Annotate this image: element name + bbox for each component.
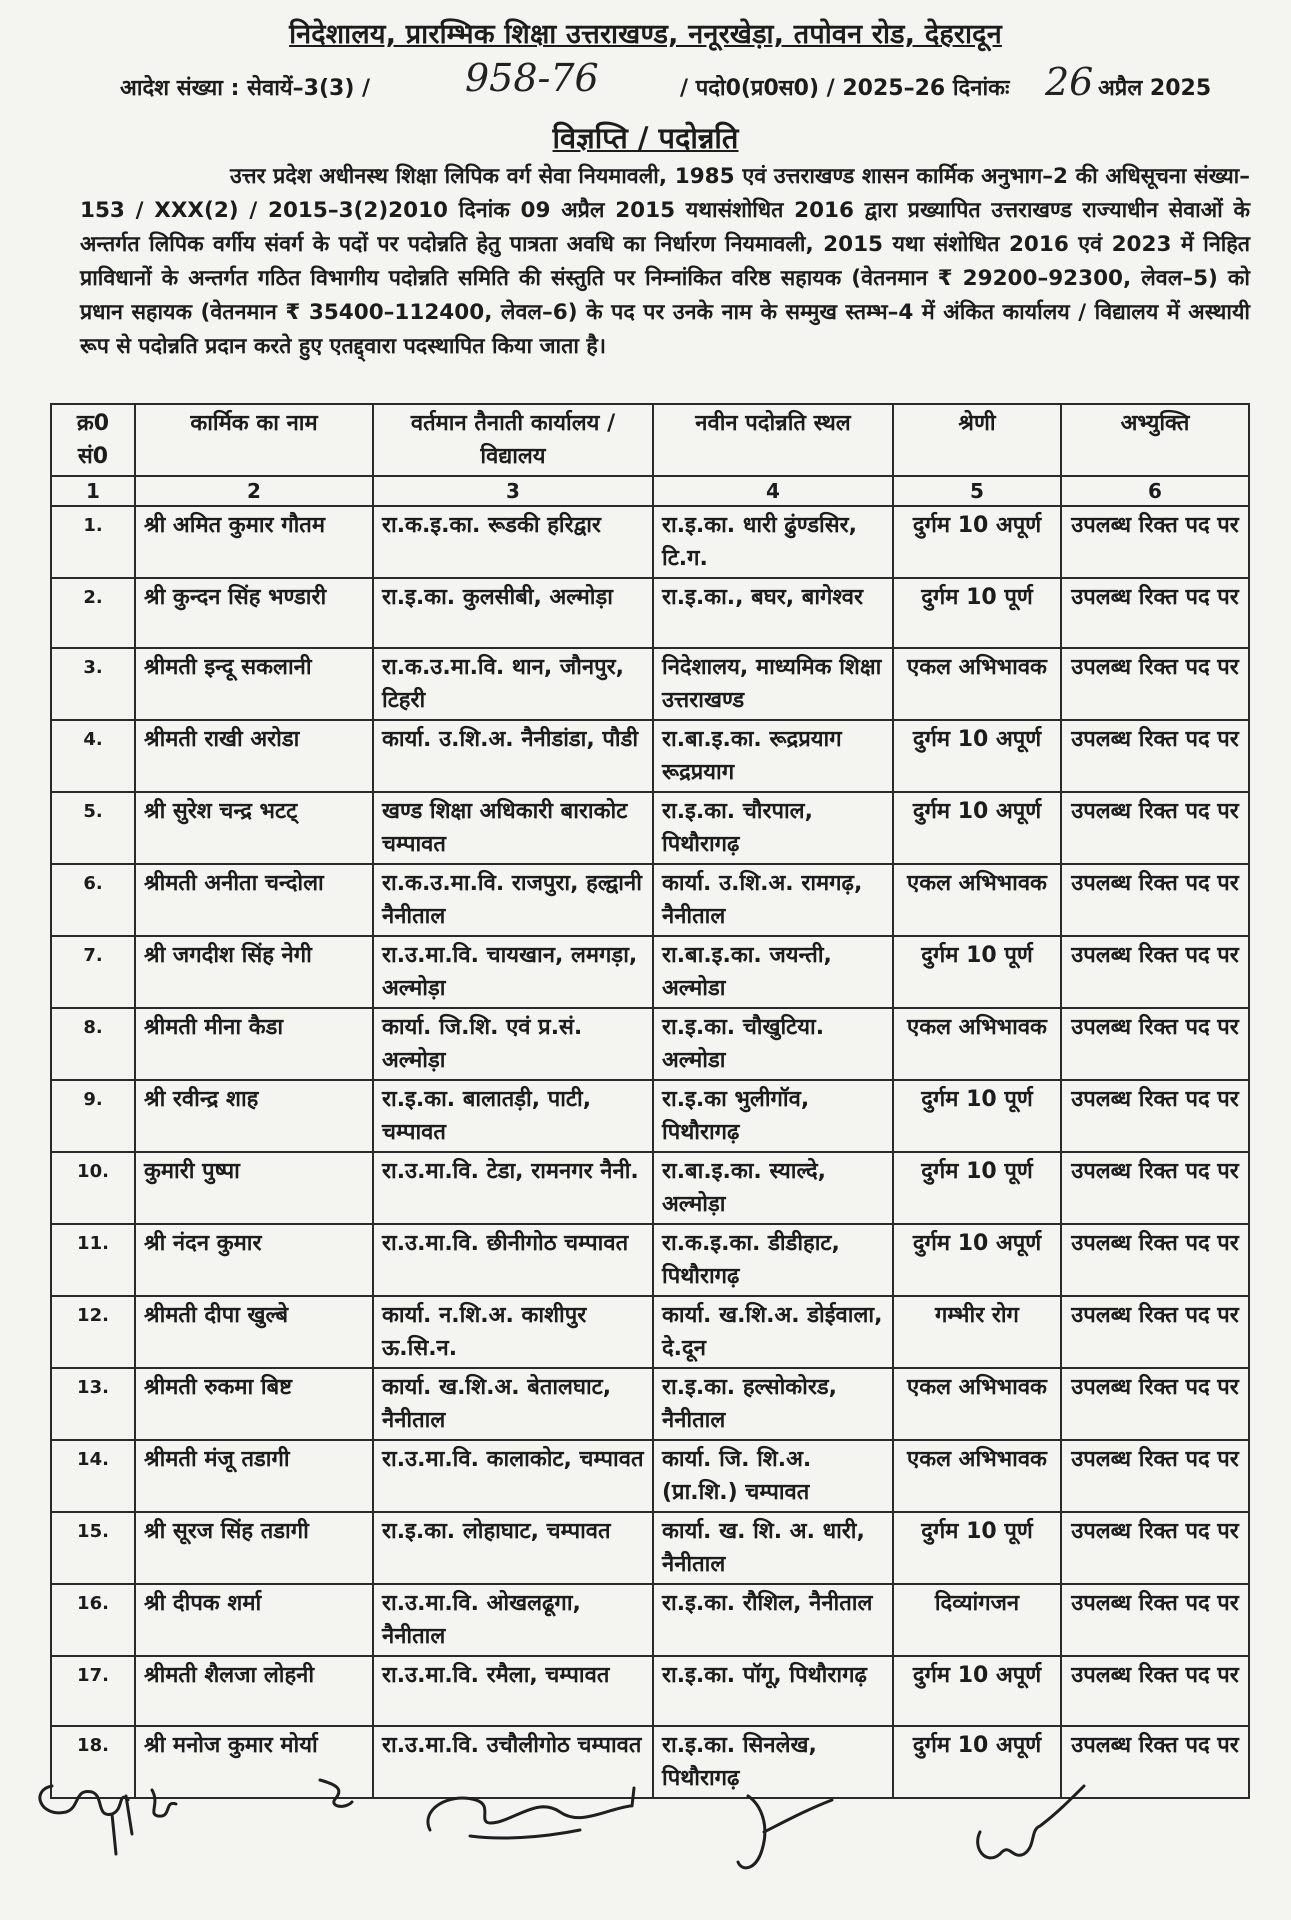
- cell-category: दुर्गम 10 अपूर्ण: [893, 506, 1061, 578]
- cell-remark: उपलब्ध रिक्त पद पर: [1061, 648, 1249, 720]
- cell-category: दुर्गम 10 पूर्ण: [893, 1080, 1061, 1152]
- cell-new-posting: रा.इ.का., बघर, बागेश्वर: [653, 578, 893, 648]
- cell-name: श्रीमती मंजू तडागी: [135, 1440, 373, 1512]
- cell-serial: 9.: [51, 1080, 135, 1152]
- office-header-title: निदेशालय, प्रारम्भिक शिक्षा उत्तराखण्ड, ननूरखेड़ा, तपोवन रोड, देहरादून: [289, 19, 1002, 50]
- cell-remark: उपलब्ध रिक्त पद पर: [1061, 1008, 1249, 1080]
- cell-remark: उपलब्ध रिक्त पद पर: [1061, 720, 1249, 792]
- table-row: [51, 1440, 1249, 1512]
- cell-category: दुर्गम 10 अपूर्ण: [893, 1656, 1061, 1726]
- promotion-table: [50, 403, 1250, 1799]
- cell-remark: उपलब्ध रिक्त पद पर: [1061, 1584, 1249, 1656]
- cell-current-posting: रा.उ.मा.वि. उचौलीगोठ चम्पावत: [373, 1726, 653, 1798]
- header-current-posting: वर्तमान तैनाती कार्यालय / विद्यालय: [373, 404, 653, 476]
- cell-current-posting: रा.इ.का. बालातड़ी, पाटी, चम्पावत: [373, 1080, 653, 1152]
- cell-category: एकल अभिभावक: [893, 1440, 1061, 1512]
- cell-category: दुर्गम 10 अपूर्ण: [893, 1224, 1061, 1296]
- cell-remark: उपलब्ध रिक्त पद पर: [1061, 1368, 1249, 1440]
- table-row: [51, 1512, 1249, 1584]
- cell-new-posting: रा.बा.इ.का. जयन्ती, अल्मोडा: [653, 936, 893, 1008]
- signature-4: [738, 1796, 832, 1868]
- signature-3: [428, 1788, 634, 1838]
- cell-remark: उपलब्ध रिक्त पद पर: [1061, 1726, 1249, 1798]
- signature-1: [40, 1786, 176, 1854]
- cell-category: दुर्गम 10 पूर्ण: [893, 936, 1061, 1008]
- cell-name: श्री रवीन्द्र शाह: [135, 1080, 373, 1152]
- cell-remark: उपलब्ध रिक्त पद पर: [1061, 936, 1249, 1008]
- column-number: 2: [135, 476, 373, 506]
- cell-serial: 4.: [51, 720, 135, 792]
- table-row: [51, 936, 1249, 1008]
- table-row: [51, 864, 1249, 936]
- cell-new-posting: कार्या. जि. शि.अ. (प्रा.शि.) चम्पावत: [653, 1440, 893, 1512]
- cell-current-posting: रा.इ.का. कुलसीबी, अल्मोड़ा: [373, 578, 653, 648]
- cell-category: दुर्गम 10 पूर्ण: [893, 1512, 1061, 1584]
- cell-new-posting: कार्या. ख.शि.अ. डोईवाला, दे.दून: [653, 1296, 893, 1368]
- cell-name: श्रीमती रुकमा बिष्ट: [135, 1368, 373, 1440]
- cell-current-posting: खण्ड शिक्षा अधिकारी बाराकोट चम्पावत: [373, 792, 653, 864]
- cell-new-posting: रा.इ.का. चौरपाल, पिथौरागढ़: [653, 792, 893, 864]
- cell-category: एकल अभिभावक: [893, 864, 1061, 936]
- cell-name: श्री जगदीश सिंह नेगी: [135, 936, 373, 1008]
- table-row: [51, 1656, 1249, 1726]
- cell-new-posting: कार्या. ख. शि. अ. धारी, नैनीताल: [653, 1512, 893, 1584]
- table-row: [51, 1008, 1249, 1080]
- cell-current-posting: कार्या. जि.शि. एवं प्र.सं. अल्मोड़ा: [373, 1008, 653, 1080]
- cell-serial: 2.: [51, 578, 135, 648]
- cell-remark: उपलब्ध रिक्त पद पर: [1061, 864, 1249, 936]
- table-row: [51, 1368, 1249, 1440]
- table-row: [51, 648, 1249, 720]
- cell-category: दुर्गम 10 अपूर्ण: [893, 792, 1061, 864]
- cell-current-posting: रा.उ.मा.वि. चायखान, लमगड़ा, अल्मोड़ा: [373, 936, 653, 1008]
- cell-name: श्रीमती राखी अरोडा: [135, 720, 373, 792]
- handwritten-signatures: [0, 1770, 1291, 1910]
- cell-serial: 10.: [51, 1152, 135, 1224]
- table-row: [51, 1080, 1249, 1152]
- column-number: 1: [51, 476, 135, 506]
- cell-category: एकल अभिभावक: [893, 1008, 1061, 1080]
- order-month-year: अप्रैल 2025: [1098, 76, 1212, 101]
- cell-new-posting: रा.इ.का. रौशिल, नैनीताल: [653, 1584, 893, 1656]
- cell-new-posting: रा.इ.का भुलीगॉव, पिथौरागढ़: [653, 1080, 893, 1152]
- cell-new-posting: रा.बा.इ.का. रूद्रप्रयाग रूद्रप्रयाग: [653, 720, 893, 792]
- cell-current-posting: रा.उ.मा.वि. छीनीगोठ चम्पावत: [373, 1224, 653, 1296]
- cell-current-posting: रा.उ.मा.वि. कालाकोट, चम्पावत: [373, 1440, 653, 1512]
- cell-new-posting: कार्या. उ.शि.अ. रामगढ़, नैनीताल: [653, 864, 893, 936]
- cell-remark: उपलब्ध रिक्त पद पर: [1061, 792, 1249, 864]
- cell-serial: 6.: [51, 864, 135, 936]
- cell-current-posting: रा.उ.मा.वि. टेडा, रामनगर नैनी.: [373, 1152, 653, 1224]
- header-serial: क्र0 सं0: [51, 404, 135, 476]
- column-number-row: [51, 476, 1249, 506]
- cell-remark: उपलब्ध रिक्त पद पर: [1061, 1440, 1249, 1512]
- cell-serial: 3.: [51, 648, 135, 720]
- header-name: कार्मिक का नाम: [135, 404, 373, 476]
- cell-serial: 5.: [51, 792, 135, 864]
- cell-name: कुमारी पुष्पा: [135, 1152, 373, 1224]
- cell-category: दुर्गम 10 अपूर्ण: [893, 720, 1061, 792]
- cell-current-posting: रा.इ.का. लोहाघाट, चम्पावत: [373, 1512, 653, 1584]
- cell-new-posting: रा.इ.का. पॉगू, पिथौरागढ़: [653, 1656, 893, 1726]
- table-row: [51, 578, 1249, 648]
- cell-name: श्री अमित कुमार गौतम: [135, 506, 373, 578]
- table-row: [51, 792, 1249, 864]
- cell-name: श्रीमती शैलजा लोहनी: [135, 1656, 373, 1726]
- cell-name: श्री मनोज कुमार मोर्या: [135, 1726, 373, 1798]
- cell-current-posting: रा.क.इ.का. रूडकी हरिद्वार: [373, 506, 653, 578]
- notice-paragraph: उत्तर प्रदेश अधीनस्थ शिक्षा लिपिक वर्ग सेवा नियमावली, 1985 एवं उत्तराखण्ड शासन कार्मिक अनुभाग–2 की अधिसूचना संख्या–153 / XXX(2) / 2015–3(2)2010 दिनांक 09 अप्रैल 2015 यथासंशोधित 2016 द्वारा प्रख्यापित उत्तराखण्ड राज्याधीन सेवाओं के अन्तर्गत लिपिक वर्गीय संवर्ग के पदों पर पदोन्नति हेतु पात्रता अवधि का निर्धारण नियमावली, 2015 यथा संशोधित 2016 एवं 2023 में निहित प्राविधानों के अन्तर्गत गठित विभागीय पदोन्नति समिति की संस्तुति पर निम्नांकित वरिष्ठ सहायक (वेतनमान ₹ 29200–92300, लेवल–5) को प्रधान सहायक (वेतनमान ₹ 35400–112400, लेवल–6) के पद पर उनके नाम के सम्मुख स्तम्भ–4 में अंकित कार्यालय / विद्यालय में अस्थायी रूप से पदोन्नति प्रदान करते हुए एतद्द्वारा पदस्थापित किया जाता है।: [80, 164, 1250, 359]
- cell-remark: उपलब्ध रिक्त पद पर: [1061, 1224, 1249, 1296]
- table-row: [51, 1152, 1249, 1224]
- cell-name: श्रीमती अनीता चन्दोला: [135, 864, 373, 936]
- signature-2: [320, 1780, 352, 1806]
- cell-current-posting: कार्या. ख.शि.अ. बेतालघाट, नैनीताल: [373, 1368, 653, 1440]
- cell-serial: 17.: [51, 1656, 135, 1726]
- signatures-area: [0, 1770, 1291, 1910]
- cell-serial: 11.: [51, 1224, 135, 1296]
- cell-remark: उपलब्ध रिक्त पद पर: [1061, 1152, 1249, 1224]
- cell-remark: उपलब्ध रिक्त पद पर: [1061, 1656, 1249, 1726]
- cell-new-posting: रा.इ.का. सिनलेख, पिथौरागढ़: [653, 1726, 893, 1798]
- table-row: [51, 1296, 1249, 1368]
- order-number-line: [120, 56, 1230, 110]
- cell-serial: 14.: [51, 1440, 135, 1512]
- cell-current-posting: रा.उ.मा.वि. ओखलढूगा, नैनीताल: [373, 1584, 653, 1656]
- cell-category: गम्भीर रोग: [893, 1296, 1061, 1368]
- cell-category: दुर्गम 10 पूर्ण: [893, 1152, 1061, 1224]
- order-middle-text: / पदो0(प्र0स0) / 2025–26 दिनांकः: [680, 76, 1010, 101]
- cell-serial: 7.: [51, 936, 135, 1008]
- cell-category: एकल अभिभावक: [893, 1368, 1061, 1440]
- cell-current-posting: कार्या. उ.शि.अ. नैनीडांडा, पौडी: [373, 720, 653, 792]
- cell-current-posting: कार्या. न.शि.अ. काशीपुर ऊ.सि.न.: [373, 1296, 653, 1368]
- cell-new-posting: निदेशालय, माध्यमिक शिक्षा उत्तराखण्ड: [653, 648, 893, 720]
- cell-remark: उपलब्ध रिक्त पद पर: [1061, 1296, 1249, 1368]
- cell-current-posting: रा.क.उ.मा.वि. थान, जौनपुर, टिहरी: [373, 648, 653, 720]
- table-row: [51, 1584, 1249, 1656]
- handwritten-order-day: 26: [1045, 60, 1094, 104]
- table-header-row: [51, 404, 1249, 476]
- cell-new-posting: रा.बा.इ.का. स्याल्दे, अल्मोड़ा: [653, 1152, 893, 1224]
- cell-serial: 8.: [51, 1008, 135, 1080]
- order-prefix: आदेश संख्या : सेवायें–3(3) /: [120, 76, 371, 101]
- cell-new-posting: रा.क.इ.का. डीडीहाट, पिथौरागढ़: [653, 1224, 893, 1296]
- cell-serial: 1.: [51, 506, 135, 578]
- cell-name: श्री नंदन कुमार: [135, 1224, 373, 1296]
- notice-heading: विज्ञप्ति / पदोन्नति: [552, 121, 739, 155]
- cell-serial: 18.: [51, 1726, 135, 1798]
- cell-name: श्री दीपक शर्मा: [135, 1584, 373, 1656]
- column-number: 6: [1061, 476, 1249, 506]
- signature-5: [978, 1786, 1084, 1858]
- table-row: [51, 506, 1249, 578]
- header-new-posting: नवीन पदोन्नति स्थल: [653, 404, 893, 476]
- cell-remark: उपलब्ध रिक्त पद पर: [1061, 578, 1249, 648]
- cell-category: दुर्गम 10 पूर्ण: [893, 578, 1061, 648]
- cell-new-posting: रा.इ.का. चौखुटिया. अल्मोडा: [653, 1008, 893, 1080]
- column-number: 4: [653, 476, 893, 506]
- column-number: 3: [373, 476, 653, 506]
- cell-remark: उपलब्ध रिक्त पद पर: [1061, 1512, 1249, 1584]
- column-number: 5: [893, 476, 1061, 506]
- cell-name: श्री कुन्दन सिंह भण्डारी: [135, 578, 373, 648]
- cell-serial: 12.: [51, 1296, 135, 1368]
- cell-current-posting: रा.उ.मा.वि. रमैला, चम्पावत: [373, 1656, 653, 1726]
- cell-remark: उपलब्ध रिक्त पद पर: [1061, 506, 1249, 578]
- cell-category: दिव्यांगजन: [893, 1584, 1061, 1656]
- handwritten-order-number: 958-76: [465, 56, 599, 100]
- header-remark: अभ्युक्ति: [1061, 404, 1249, 476]
- table-row: [51, 1224, 1249, 1296]
- cell-serial: 15.: [51, 1512, 135, 1584]
- cell-name: श्री सुरेश चन्द्र भटट्: [135, 792, 373, 864]
- cell-new-posting: रा.इ.का. धारी ढुंण्डसिर, टि.ग.: [653, 506, 893, 578]
- cell-category: एकल अभिभावक: [893, 648, 1061, 720]
- cell-serial: 16.: [51, 1584, 135, 1656]
- cell-remark: उपलब्ध रिक्त पद पर: [1061, 1080, 1249, 1152]
- header-category: श्रेणी: [893, 404, 1061, 476]
- cell-category: दुर्गम 10 अपूर्ण: [893, 1726, 1061, 1798]
- cell-name: श्रीमती इन्दू सकलानी: [135, 648, 373, 720]
- cell-serial: 13.: [51, 1368, 135, 1440]
- cell-name: श्री सूरज सिंह तडागी: [135, 1512, 373, 1584]
- cell-new-posting: रा.इ.का. हल्सोकोरड, नैनीताल: [653, 1368, 893, 1440]
- cell-current-posting: रा.क.उ.मा.वि. राजपुरा, हल्द्वानी नैनीताल: [373, 864, 653, 936]
- cell-name: श्रीमती दीपा खुल्बे: [135, 1296, 373, 1368]
- cell-name: श्रीमती मीना कैडा: [135, 1008, 373, 1080]
- table-row: [51, 720, 1249, 792]
